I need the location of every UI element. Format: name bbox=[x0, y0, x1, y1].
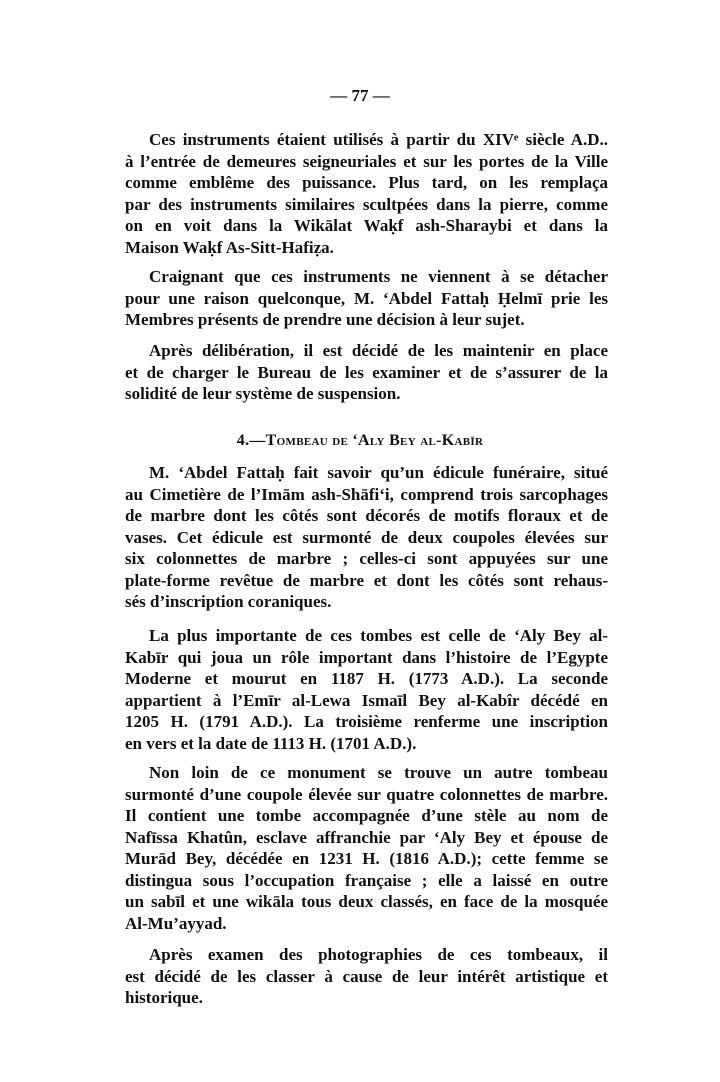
text-line: sés d’inscription coraniques. bbox=[125, 592, 332, 611]
text-line: Craignant que ces instruments ne viennent à se détacher bbox=[149, 267, 608, 286]
text-line: en vers et la date de 1113 H. (1701 A.D.). bbox=[125, 733, 417, 753]
text-line: comme emblême des puissance. Plus tard, on les remplaça bbox=[125, 173, 608, 192]
text-line: Ces instruments étaient utilisés à partir du XIVᵉ siècle A.D.. bbox=[149, 130, 608, 149]
text-line: est décidé de les classer à cause de leur intérêt artistique et bbox=[125, 966, 608, 986]
text-line: Après délibération, il est décidé de les maintenir en place bbox=[149, 341, 608, 360]
paragraph bbox=[125, 762, 608, 934]
text-line: Kabīr qui joua un rôle important dans l’histoire de l’Egypte bbox=[125, 647, 608, 667]
paragraph bbox=[125, 462, 608, 613]
text-line: à l’entrée de demeures seigneuriales et sur les portes de la Ville bbox=[125, 151, 608, 171]
text-line: solidité de leur système de suspension. bbox=[125, 384, 401, 403]
text-line: historique. bbox=[125, 988, 203, 1007]
text-line: surmonté d’une coupole élevée sur quatre colonnettes de marbre. bbox=[125, 784, 608, 804]
text-line: M. ‘Abdel Fattaḥ fait savoir qu’un édicule funéraire, situé bbox=[149, 463, 608, 482]
text-line: Murād Bey, décédée en 1231 H. (1816 A.D.); cette femme se bbox=[125, 849, 608, 868]
text-line: de marbre dont les côtés sont décorés de motifs floraux et de bbox=[125, 506, 608, 525]
text-line: plate-forme revêtue de marbre et dont les côtés sont rehaus- bbox=[125, 570, 608, 590]
text-line: six colonnettes de marbre ; celles-ci sont appuyées sur une bbox=[125, 549, 608, 568]
text-line: par des instruments similaires scultpées dans la pierre, comme bbox=[125, 194, 608, 214]
text-line: appartient à l’Emīr al-Lewa Ismaīl Bey al-Kabîr décédé en bbox=[125, 690, 608, 710]
text-line: La plus importante de ces tombes est celle de ‘Aly Bey al- bbox=[149, 626, 608, 645]
text-line: Maison Waḳf As-Sitt-Hafiẓa. bbox=[125, 237, 334, 257]
text-line: et de charger le Bureau de les examiner et de s’assurer de la bbox=[125, 362, 608, 382]
text-line: Il contient une tombe accompagnée d’une stèle au nom de bbox=[125, 806, 608, 825]
page-number: — 77 — bbox=[330, 86, 390, 105]
text-line: un sabīl et une wikāla tous deux classés, en face de la mosquée bbox=[125, 892, 608, 911]
paragraph bbox=[125, 625, 608, 754]
text-line: Al-Mu’ayyad. bbox=[125, 913, 227, 933]
text-line: au Cimetière de l’Imām ash-Shāfi‘i, comprend trois sarcophages bbox=[125, 484, 608, 504]
paragraph bbox=[125, 944, 608, 1009]
paragraph bbox=[125, 129, 608, 258]
text-line: 1205 H. (1791 A.D.). La troisième renferme une inscription bbox=[125, 712, 608, 731]
paragraph bbox=[125, 266, 608, 331]
text-line: Non loin de ce monument se trouve un autre tombeau bbox=[149, 763, 608, 782]
text-line: Après examen des photographies de ces tombeaux, il bbox=[149, 945, 608, 964]
section-heading: 4.—Tombeau de ‘Aly Bey al-Kabīr bbox=[236, 432, 484, 449]
text-line: distingua sous l’occupation française ; elle a laissé en outre bbox=[125, 870, 608, 890]
text-line: Membres présents de prendre une décision à leur sujet. bbox=[125, 310, 525, 329]
text-line: vases. Cet édicule est surmonté de deux coupoles élevées sur bbox=[125, 527, 608, 547]
paragraph bbox=[125, 340, 608, 405]
text-line: pour une raison quelconque, M. ‘Abdel Fattaḥ Ḥelmī prie les bbox=[125, 288, 608, 308]
text-line: Nafīssa Khatûn, esclave affranchie par ‘Aly Bey et épouse de bbox=[125, 827, 608, 847]
text-line: on en voit dans la Wikālat Waḳf ash-Sharaybi et dans la bbox=[125, 216, 608, 235]
text-line: Moderne et mourut en 1187 H. (1773 A.D.). La seconde bbox=[125, 669, 608, 688]
